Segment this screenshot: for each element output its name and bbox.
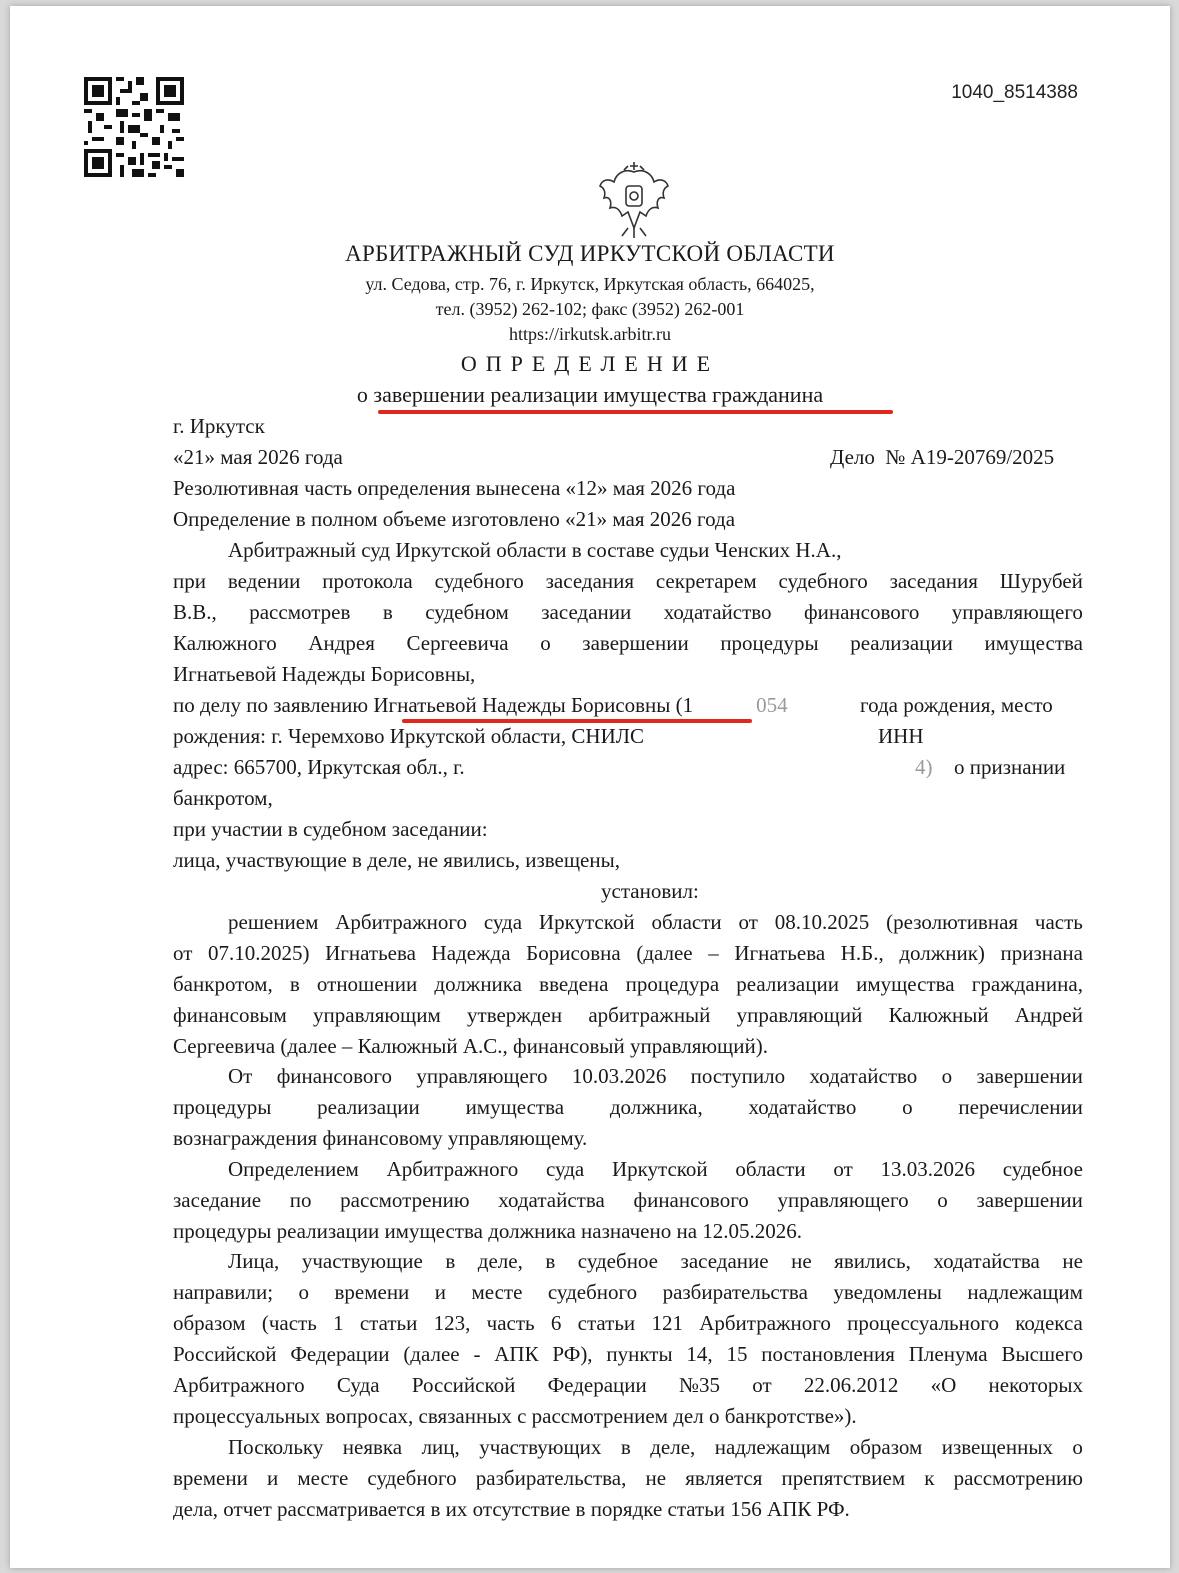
word: процедуры xyxy=(720,631,819,655)
word: лиц, xyxy=(421,1435,460,1459)
word: перечислении xyxy=(958,1095,1083,1119)
word: Высшего xyxy=(1001,1342,1083,1366)
word: управляющим xyxy=(313,1003,441,1027)
word: реализации xyxy=(317,1095,420,1119)
word: секретарем xyxy=(655,569,757,593)
word: и xyxy=(434,1280,446,1304)
word: Арбитражного xyxy=(699,1311,831,1335)
subtitle-red-underline xyxy=(378,410,893,414)
word: должник) xyxy=(899,941,985,965)
word: ведении xyxy=(227,569,301,593)
word: Калюжный xyxy=(888,1003,989,1027)
word: Поскольку xyxy=(228,1435,324,1459)
word: пункты xyxy=(606,1342,673,1366)
qr-code-icon xyxy=(84,77,184,177)
word: 15 xyxy=(726,1342,748,1366)
word: заседание xyxy=(173,1188,262,1212)
word: Лица, xyxy=(228,1249,280,1273)
body-line: процедуры реализации имущества должника назначено на 12.05.2026. xyxy=(173,1219,803,1243)
word: Пленума xyxy=(908,1342,988,1366)
word: финансового xyxy=(276,1064,393,1088)
word: не xyxy=(1062,1249,1083,1273)
applicant-line xyxy=(173,693,788,718)
word: явились, xyxy=(834,1249,911,1273)
applicant-red-underline xyxy=(402,719,752,723)
document-id: 1040_8514388 xyxy=(951,82,1078,103)
applicant-prefix: по делу по заявлению xyxy=(173,693,369,717)
body-line xyxy=(228,1249,1083,1274)
word: ходатайства xyxy=(933,1249,1040,1273)
word: Арбитражного xyxy=(335,910,467,934)
word: финансовым xyxy=(173,1003,287,1027)
word: судебное xyxy=(577,1249,659,1273)
word: разбирательства xyxy=(662,1280,808,1304)
word: участвующих xyxy=(479,1435,602,1459)
body-line xyxy=(173,1188,1083,1213)
word: образом xyxy=(849,1435,923,1459)
word: разбирательства, xyxy=(475,1466,627,1490)
word: управляющий xyxy=(736,1003,863,1027)
body-line: лица, участвующие в деле, не явились, извещены, xyxy=(173,848,620,872)
word: Андрей xyxy=(1014,1003,1083,1027)
body-line: вознаграждения финансовому управляющему. xyxy=(173,1126,588,1150)
address-masked-end: 4) xyxy=(915,755,933,779)
word: месте xyxy=(297,1466,349,1490)
word: в xyxy=(382,600,393,624)
word: препятствием xyxy=(781,1466,906,1490)
body-line xyxy=(173,631,1083,656)
word: - xyxy=(473,1342,481,1366)
body-line: при участии в судебном заседании: xyxy=(173,817,488,841)
word: Арбитражного xyxy=(386,1157,519,1181)
word: судебного xyxy=(778,569,868,593)
word: времени xyxy=(173,1466,248,1490)
word: должника, xyxy=(609,1095,703,1119)
word: Игнатьева xyxy=(325,941,416,965)
applicant-name: Игнатьевой Надежды Борисовны xyxy=(373,693,671,717)
word: при xyxy=(173,569,206,593)
word: образом xyxy=(173,1311,246,1335)
word: надлежащим xyxy=(714,1435,831,1459)
word: рассмотрению xyxy=(340,1188,470,1212)
word: месте xyxy=(471,1280,523,1304)
word: судебного xyxy=(434,569,524,593)
word: (далее xyxy=(403,1342,460,1366)
word: должника xyxy=(434,972,523,996)
word: финансового xyxy=(804,600,920,624)
word: Борисовна xyxy=(526,941,621,965)
court-address: ул. Седова, стр. 76, г. Иркутск, Иркутская область, 664025, xyxy=(365,274,815,294)
established-heading: установил: xyxy=(601,879,699,903)
word: часть xyxy=(1034,910,1083,934)
word: имущества xyxy=(984,631,1083,655)
word: судебное xyxy=(1002,1157,1083,1181)
word: от xyxy=(833,1157,853,1181)
word: финансового xyxy=(633,1188,749,1212)
address-line: адрес: 665700, Иркутская обл., г. xyxy=(173,755,465,779)
word: ходатайство xyxy=(809,1064,918,1088)
word: судебном xyxy=(425,600,509,624)
word: участвующие xyxy=(301,1249,423,1273)
word: Суда xyxy=(336,1373,380,1397)
body-line xyxy=(173,1280,1083,1305)
word: от xyxy=(738,910,758,934)
word: по xyxy=(289,1188,312,1212)
word: 08.10.2025 xyxy=(774,910,870,934)
word: ходатайство xyxy=(748,1095,857,1119)
word: Игнатьева xyxy=(734,941,826,965)
word: управляющего xyxy=(416,1064,548,1088)
word: заседания xyxy=(545,569,635,593)
body-line: Сергеевича (далее – Калюжный А.С., финансовый управляющий). xyxy=(173,1034,768,1058)
word: 121 xyxy=(651,1311,683,1335)
body-line: дела, отчет рассматривается в их отсутствие в порядке статьи 156 АПК РФ. xyxy=(173,1497,850,1521)
word: области xyxy=(735,1157,806,1181)
word: рассмотрению xyxy=(953,1466,1083,1490)
word: о xyxy=(1072,1435,1083,1459)
word: о xyxy=(298,1280,310,1304)
word: направили; xyxy=(173,1280,274,1304)
body-line xyxy=(173,1342,1083,1367)
city: г. Иркутск xyxy=(173,414,265,438)
body-line xyxy=(173,569,1083,594)
full-text-line: Определение в полном объеме изготовлено «21» мая 2026 года xyxy=(173,507,736,531)
word: кодекса xyxy=(1015,1311,1083,1335)
word: Российской xyxy=(411,1373,516,1397)
case-label: Дело xyxy=(830,445,875,469)
state-emblem-icon xyxy=(594,158,674,240)
word: суда xyxy=(546,1157,585,1181)
word: банкротом, xyxy=(173,972,273,996)
body-line: Арбитражный суд Иркутской области в составе судьи Ченских Н.А., xyxy=(228,538,842,562)
word: АПК xyxy=(494,1342,539,1366)
body-line xyxy=(173,972,1083,997)
word: протокола xyxy=(322,569,413,593)
word: Шурубей xyxy=(999,569,1083,593)
body-line: Игнатьевой Надежды Борисовны, xyxy=(173,662,476,686)
word: в xyxy=(289,972,300,996)
word: 6 xyxy=(550,1311,562,1335)
body-line: банкротом, xyxy=(173,786,273,810)
word: введена xyxy=(539,972,609,996)
word: не xyxy=(791,1249,812,1273)
word: Определением xyxy=(228,1157,359,1181)
word: неявка xyxy=(342,1435,403,1459)
document-type: ОПРЕДЕЛЕНИЕ xyxy=(460,351,720,376)
word: заседании xyxy=(541,600,632,624)
word: от xyxy=(173,941,193,965)
body-line xyxy=(173,600,1083,625)
word: 1 xyxy=(333,1311,344,1335)
word: в xyxy=(545,1249,556,1273)
word: отношении xyxy=(316,972,418,996)
document-page xyxy=(10,6,1170,1568)
word: деле, xyxy=(650,1435,696,1459)
document-date: «21» мая 2026 года xyxy=(173,445,343,469)
word: Федерации xyxy=(547,1373,647,1397)
word: судебного xyxy=(547,1280,638,1304)
word: «О xyxy=(930,1373,957,1397)
word: Иркутской xyxy=(538,910,635,934)
word: В.В., xyxy=(173,600,217,624)
court-phones: тел. (3952) 262-102; факс (3952) 262-001 xyxy=(435,299,745,319)
word: завершении xyxy=(582,631,689,655)
word: имущества xyxy=(465,1095,565,1119)
word: о xyxy=(937,1188,948,1212)
word: имущества xyxy=(856,972,955,996)
word: Иркутской xyxy=(611,1157,708,1181)
word: От xyxy=(228,1064,253,1088)
word: о xyxy=(902,1095,913,1119)
word: времени xyxy=(334,1280,410,1304)
word: судебного xyxy=(367,1466,457,1490)
word: управляющего xyxy=(951,600,1083,624)
body-line: процессуальных вопросах, связанных с рассмотрением дел о банкротстве»). xyxy=(173,1404,857,1428)
word: суда xyxy=(483,910,523,934)
word: управляющего xyxy=(777,1188,909,1212)
word: надлежащим xyxy=(967,1280,1083,1304)
word: Н.Б., xyxy=(840,941,884,965)
word: 22.06.2012 xyxy=(803,1373,899,1397)
word: 13.03.2026 xyxy=(880,1157,975,1181)
word: Арбитражного xyxy=(173,1373,305,1397)
word: часть xyxy=(486,1311,535,1335)
word: 10.03.2026 xyxy=(571,1064,667,1088)
word: завершении xyxy=(976,1188,1083,1212)
word: Федерации xyxy=(290,1342,390,1366)
document-subtitle: о завершении реализации имущества гражданина xyxy=(356,382,824,407)
body-line xyxy=(173,1311,1083,1336)
word: в xyxy=(445,1249,456,1273)
inn-label: ИНН xyxy=(878,724,924,748)
body-line xyxy=(173,941,1083,966)
body-line xyxy=(228,910,1083,935)
body-line xyxy=(173,1373,1083,1398)
word: утвержден xyxy=(467,1003,563,1027)
case-number-value: № А19-20769/2025 xyxy=(885,445,1055,469)
word: области xyxy=(651,910,722,934)
word: уведомлены xyxy=(833,1280,942,1304)
word: 14, xyxy=(686,1342,713,1366)
word: – xyxy=(708,941,719,965)
birthplace-line: рождения: г. Черемхово Иркутской области, СНИЛС xyxy=(173,724,644,748)
word: (далее xyxy=(636,941,693,965)
word: статьи xyxy=(359,1311,418,1335)
word: Андрея xyxy=(308,631,375,655)
word: некоторых xyxy=(988,1373,1083,1397)
word: арбитражный xyxy=(588,1003,711,1027)
word: является xyxy=(685,1466,763,1490)
word: ходатайства xyxy=(498,1188,605,1212)
resolution-line: Резолютивная часть определения вынесена «12» мая 2026 года xyxy=(173,476,736,500)
word: 07.10.2025) xyxy=(208,941,310,965)
word: поступило xyxy=(690,1064,786,1088)
word: о xyxy=(540,631,551,655)
word: процессуального xyxy=(847,1311,999,1335)
word: реализации xyxy=(736,972,839,996)
court-website: https://irkutsk.arbitr.ru xyxy=(509,324,671,344)
word: извещенных xyxy=(941,1435,1053,1459)
word: статьи xyxy=(577,1311,636,1335)
body-line xyxy=(228,1157,1083,1182)
word: ходатайство xyxy=(663,600,772,624)
case-number xyxy=(830,445,1054,470)
word: Российской xyxy=(173,1342,277,1366)
word: 123, xyxy=(433,1311,471,1335)
word: не xyxy=(645,1466,667,1490)
word: реализации xyxy=(850,631,953,655)
body-line xyxy=(173,1095,1083,1120)
word: в xyxy=(620,1435,631,1459)
word: решением xyxy=(228,910,319,934)
word: гражданина, xyxy=(971,972,1083,996)
word: от xyxy=(752,1373,772,1397)
word: (резолютивная xyxy=(886,910,1019,934)
word: Калюжного xyxy=(173,631,277,655)
word: (часть xyxy=(261,1311,317,1335)
word: и xyxy=(266,1466,279,1490)
body-line xyxy=(228,1435,1083,1460)
word: о xyxy=(941,1064,953,1088)
word: процедуры xyxy=(173,1095,272,1119)
word: заседания xyxy=(889,569,978,593)
word: признана xyxy=(1000,941,1083,965)
word: процедура xyxy=(625,972,720,996)
word: рассмотрев xyxy=(249,600,351,624)
word: Надежда xyxy=(431,941,511,965)
body-line xyxy=(228,1064,1083,1089)
court-name: АРБИТРАЖНЫЙ СУД ИРКУТСКОЙ ОБЛАСТИ xyxy=(345,241,835,266)
bankruptcy-claim: о признании xyxy=(954,755,1066,779)
word: №35 xyxy=(678,1373,721,1397)
word: к xyxy=(924,1466,935,1490)
word: Сергеевича xyxy=(406,631,509,655)
word: деле, xyxy=(477,1249,523,1273)
body-line xyxy=(173,1466,1083,1491)
word: РФ), xyxy=(552,1342,593,1366)
body-line xyxy=(173,1003,1083,1028)
birth-year-masked: (1 054 xyxy=(675,693,788,717)
word: постановления xyxy=(761,1342,895,1366)
word: заседание xyxy=(680,1249,769,1273)
birth-line-end: года рождения, место xyxy=(860,693,1053,717)
word: завершении xyxy=(976,1064,1083,1088)
